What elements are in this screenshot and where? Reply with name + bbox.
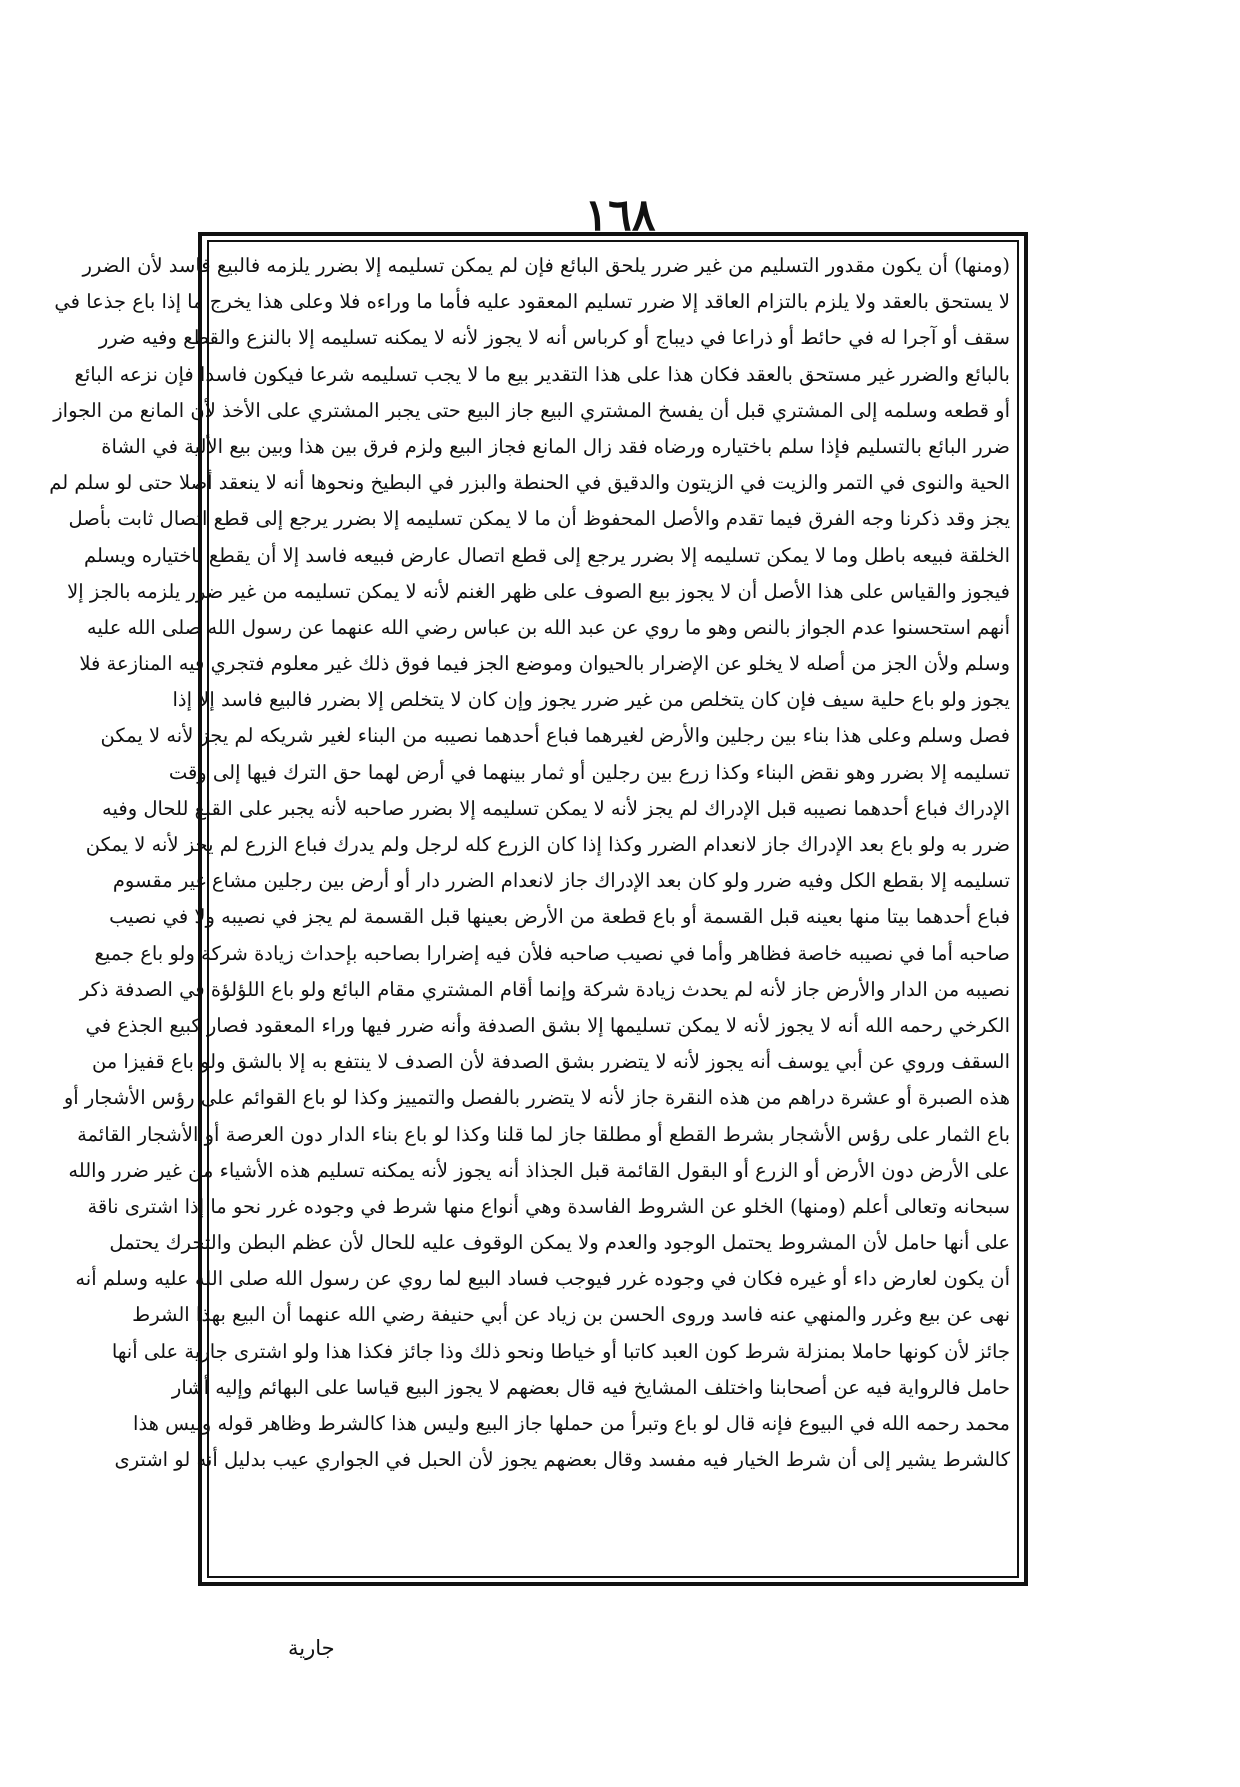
text-line: السقف وروي عن أبي يوسف أنه يجوز لأنه لا يتضرر بشق الصدفة لأن الصدف لا ينتفع به إلا بالشق ولو باع قفيزا من xyxy=(91,1050,1010,1074)
text-line: فباع أحدهما بيتا منها بعينه قبل القسمة أو باع قطعة من الأرض بعينها قبل القسمة لم يجز في نصيبه ولا في نصيب xyxy=(109,905,1010,929)
text-line: بالبائع والضرر غير مستحق بالعقد فكان هذا على هذا التقدير بيع ما لا يجب تسليمه شرعا فيكون فاسدا فإن نزعه البائع xyxy=(74,362,1010,386)
text-line: صاحبه أما في نصيبه خاصة فظاهر وأما في نصيب صاحبه فلأن فيه إضرارا بصاحبه بإحداث زيادة شركة ولو باع جميع xyxy=(94,941,1010,965)
text-line: الحية والنوى في التمر والزيت في الزيتون والدقيق في الحنطة والبزر في البطيخ ونحوها أنه لا ينعقد أصلا حتى لو سلم لم xyxy=(49,471,1010,495)
text-line: لا يستحق بالعقد ولا يلزم بالتزام العاقد إلا ضرر تسليم المعقود عليه فأما ما وراءه فلا وعلى هذا يخرج ما إذا باع جذعا في xyxy=(54,290,1010,314)
text-line: الإدراك فباع أحدهما نصيبه قبل الإدراك لم يجز لأنه لا يمكن تسليمه إلا بضرر صاحبه لأنه يجبر على القلع للحال وفيه xyxy=(102,796,1010,820)
text-line: ضرر به ولو باع بعد الإدراك جاز لانعدام الضرر وكذا إذا كان الزرع كله لرجل ولم يدرك فباع الزرع لم يجز لأنه لا يمكن xyxy=(85,833,1010,856)
text-line: نهى عن بيع وغرر والمنهي عنه فاسد وروى الحسن بن زياد عن أبي حنيفة رضي الله عنهما أن البيع بهذا الشرط xyxy=(132,1303,1010,1327)
text-line: محمد رحمه الله في البيوع فإنه قال لو باع وتبرأ من حملها جاز البيع وليس هذا كالشرط وظاهر قوله وليس هذا xyxy=(133,1412,1010,1435)
text-line: فصل وسلم وعلى هذا بناء بين رجلين والأرض لغيرهما فباع أحدهما نصيبه من البناء لغير شريكه لم يجز لأنه لا يمكن xyxy=(100,724,1010,748)
page-number: ١٦٨ xyxy=(584,190,656,241)
text-line: يجز وقد ذكرنا وجه الفرق فيما تقدم والأصل المحفوظ أن ما لا يمكن تسليمه إلا بضرر يرجع إلى قطع اتصال ثابت بأصل xyxy=(68,507,1010,531)
text-line: سقف أو آجرا له في حائط أو ذراعا في ديباج أو كرباس أنه لا يجوز لأنه لا يمكنه تسليمه إلا بالنزع والقطع وفيه ضرر xyxy=(98,326,1010,350)
text-line: يجوز ولو باع حلية سيف فإن كان يتخلص من غير ضرر يجوز وإن كان لا يتخلص إلا بضرر فالبيع فاسد إلا إذا xyxy=(172,688,1010,712)
text-line: باع الثمار على رؤس الأشجار بشرط القطع أو مطلقا جاز لما قلنا وكذا لو باع بناء الدار دون العرصة أو الأشجار القائمة xyxy=(77,1122,1010,1146)
text-line: فيجوز والقياس على هذا الأصل أن لا يجوز بيع الصوف على ظهر الغنم لأنه لا يمكن تسليمه من غير ضرر يلزمه بالجز إلا xyxy=(67,579,1010,603)
text-line: تسليمه إلا بقطع الكل وفيه ضرر ولو كان بعد الإدراك جاز لانعدام الضرر دار أو أرض بين رجلين مشاع غير مقسوم xyxy=(112,869,1010,893)
text-line: أنهم استحسنوا عدم الجواز بالنص وهو ما روي عن عبد الله بن عباس رضي الله عنهما عن رسول الله صلى الله عليه xyxy=(86,615,1010,639)
text-line: وسلم ولأن الجز من أصله لا يخلو عن الإضرار بالحيوان وموضع الجز فيما فوق ذلك غير معلوم فتجري فيه المنازعة فلا xyxy=(79,652,1010,676)
text-line: على الأرض دون الأرض أو الزرع أو البقول القائمة قبل الجذاذ أنه يجوز لأنه يمكنه تسليم هذه الأشياء من غير ضرر والله xyxy=(68,1158,1010,1182)
text-line: كالشرط يشير إلى أن شرط الخيار فيه مفسد وقال بعضهم يجوز لأن الحبل في الجواري عيب بدليل أنه لو اشترى xyxy=(114,1448,1010,1472)
text-line: أن يكون لعارض داء أو غيره فكان في وجوده غرر فيوجب فساد البيع لما روي عن رسول الله صلى الله عليه وسلم أنه xyxy=(75,1267,1010,1291)
text-line: ضرر البائع بالتسليم فإذا سلم باختياره ورضاه فقد زال المانع فجاز البيع ولزم فرق بين هذا وبين بيع الألية في الشاة xyxy=(101,434,1010,458)
text-line: حامل فالرواية فيه عن أصحابنا واختلف المشايخ فيه قال بعضهم لا يجوز البيع قياسا على البهائم وإليه أشار xyxy=(171,1375,1010,1399)
catchword: جارية xyxy=(288,1636,335,1660)
text-line: على أنها حامل لأن المشروط يحتمل الوجود والعدم ولا يمكن الوقوف عليه للحال لأن عظم البطن والتحرك يحتمل xyxy=(109,1231,1010,1255)
text-line: تسليمه إلا بضرر وهو نقض البناء وكذا زرع بين رجلين أو ثمار بينهما في أرض لهما حق الترك فيها إلى وقت xyxy=(168,760,1010,784)
text-line: الخلقة فبيعه باطل وما لا يمكن تسليمه إلا بضرر يرجع إلى قطع اتصال عارض فبيعه فاسد إلا أن يقطع باختياره ويسلم xyxy=(83,543,1010,567)
text-line: (ومنها) أن يكون مقدور التسليم من غير ضرر يلحق البائع فإن لم يمكن تسليمه إلا بضرر يلزمه فالبيع فاسد لأن الضرر xyxy=(82,254,1010,277)
text-line: أو قطعه وسلمه إلى المشتري قبل أن يفسخ المشتري البيع جاز البيع حتى يجبر المشتري على الأخذ لأن المانع من الجواز xyxy=(53,398,1010,422)
text-line: الكرخي رحمه الله أنه لا يجوز لأنه لا يمكن تسليمها إلا بشق الصدفة وأنه ضرر فيها وراء المعقود فصار كبيع الجذع في xyxy=(85,1013,1010,1037)
text-block xyxy=(49,248,1010,1570)
text-line: سبحانه وتعالى أعلم (ومنها) الخلو عن الشروط الفاسدة وهي أنواع منها شرط في وجوده غرر نحو ما إذا اشترى ناقة xyxy=(87,1194,1010,1218)
text-line: نصيبه من الدار والأرض جاز لأنه لم يحدث زيادة شركة وإنما أقام المشتري مقام البائع ولو باع اللؤلؤة في الصدفة ذكر xyxy=(79,977,1010,1001)
text-line: هذه الصبرة أو عشرة دراهم من هذه النقرة جاز لأنه لا يتضرر بالفصل والتمييز وكذا لو باع القوائم على رؤس الأشجار أو xyxy=(63,1086,1010,1110)
text-line: جائز لأن كونها حاملا بمنزلة شرط كون العبد كاتبا أو خياطا ونحو ذلك وذا جائز فكذا هذا ولو اشترى جارية على أنها xyxy=(111,1339,1010,1363)
